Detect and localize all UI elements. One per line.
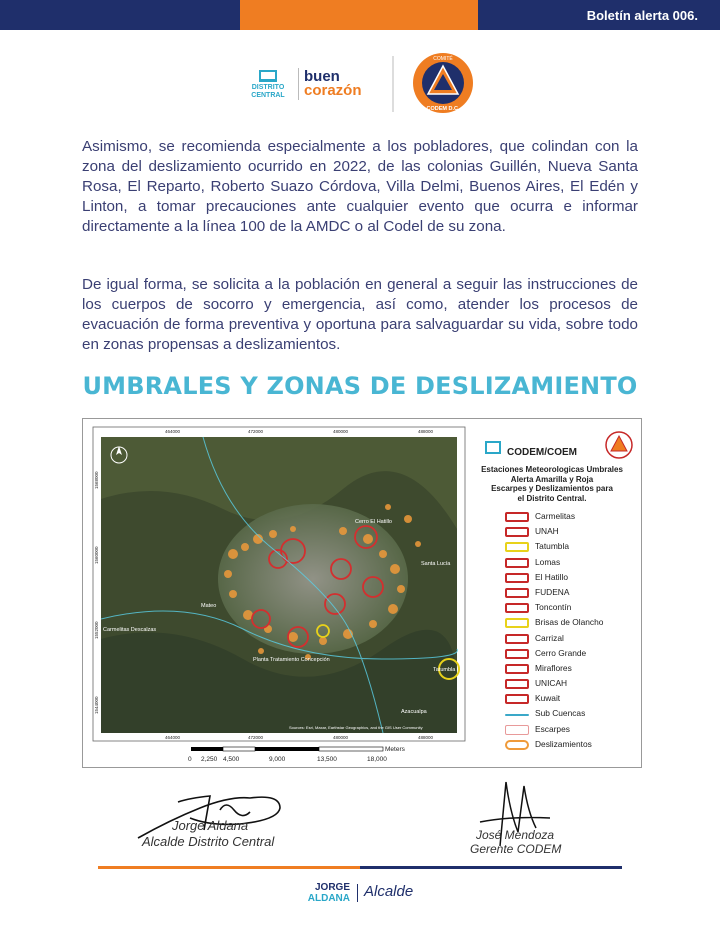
label-santa-lucia: Santa Lucía (421, 561, 451, 567)
footer-title: Alcalde (364, 883, 414, 900)
left-tick: 1544000 (94, 696, 99, 714)
legend-item (465, 615, 639, 630)
left-tick: 1552000 (94, 621, 99, 639)
label-planta-concepcion: Planta Tratamiento Concepción (253, 657, 330, 663)
legend-label: Tatumbla (535, 541, 569, 552)
legend-subtitle-line: Estaciones Meteorologicas Umbrales (481, 465, 623, 474)
bottom-tick: 464000 (165, 735, 181, 740)
legend-label: Carmelitas (535, 511, 576, 521)
legend-label: El Hatillo (535, 571, 569, 582)
legend-swatch-icon (505, 679, 529, 689)
legend-swatch-icon (505, 740, 529, 750)
paragraph-instructions: De igual forma, se solicita a la población en general a seguir las instrucciones de los cuerpos de socorro y emergencia, así como, atender los procesos de evacuación de forma preventiva y oportuna para salvaguardar su vida, sobre todo en zonas propensas a deslizamientos. (82, 276, 638, 353)
label-carmelitas: Carmelitas Descalzas (103, 627, 157, 633)
buen-text: buen (304, 68, 340, 85)
legend-label: FUDENA (535, 586, 570, 597)
scale-value: 2,250 (201, 756, 218, 763)
legend-label: Brisas de Olancho (535, 617, 604, 628)
scale-value: 0 (188, 756, 192, 763)
legend-swatch-icon (505, 649, 529, 659)
legend-swatch-icon (505, 527, 529, 537)
buen-corazon-logo (304, 70, 362, 98)
legend-item (465, 691, 639, 706)
distrito-central-text: DISTRITO CENTRAL (251, 84, 285, 99)
footer-divider-orange (98, 866, 360, 869)
legend-item (465, 646, 639, 661)
legend-title: CODEM/COEM (507, 447, 577, 458)
codem-seal-top-text: COMITÉ (433, 56, 453, 62)
map-legend (465, 427, 639, 761)
legend-item (465, 509, 639, 524)
legend-item (465, 631, 639, 646)
legend-swatch-icon (505, 725, 529, 735)
building-icon (259, 70, 277, 82)
footer-mayor-logo (298, 882, 350, 904)
map-credits: Sources: Esri, Maxar, Earthstar Geographics, and the GIS User Community (289, 725, 423, 730)
legend-label: Sub Cuencas (535, 708, 586, 719)
paragraph-recommendation: Asimismo, se recomienda especialmente a los pobladores, que colindan con la zona del deslizamiento ocurrido en 2022, de las colonias Guillén, Nueva Santa Rosa, El Reparto, Roberto Suazo Córdova, Villa Delmi, Buenos Aires, El Edén y Linton, a tomar precauciones ante cualquier evento que ocurra e informar directamente a la línea 100 de la AMDC o al Codel de su zona. (82, 138, 638, 235)
legend-item (465, 585, 639, 600)
legend-label: Cerro Grande (535, 647, 587, 658)
label-tatumbla: Tatumbla (433, 667, 456, 673)
banner-navy-segment (0, 0, 240, 30)
legend-label: UNICAH (535, 678, 568, 689)
logo-divider-2 (392, 56, 394, 112)
top-tick: 488000 (418, 429, 434, 434)
legend-swatch-icon (505, 512, 529, 522)
legend-label: Deslizamientos (535, 738, 592, 749)
legend-swatch-icon (505, 542, 529, 552)
label-azacualpa: Azacualpa (401, 709, 427, 715)
scale-value: 18,000 (367, 756, 387, 763)
legend-swatch-icon (505, 618, 529, 628)
legend-subtitle-line: Alerta Amarilla y Roja (510, 474, 594, 484)
footer-separator (357, 884, 358, 902)
legend-subtitle-line: el Distrito Central. (517, 493, 587, 503)
top-banner (0, 0, 720, 30)
distrito-central-logo (242, 70, 294, 100)
legend-items (465, 509, 639, 752)
logo-row (0, 52, 720, 116)
footer-divider-navy (360, 866, 622, 869)
codem-mini-seal-icon (605, 431, 633, 459)
legend-item (465, 524, 639, 539)
scale-value: 13,500 (317, 756, 337, 763)
legend-swatch-icon (505, 588, 529, 598)
signatory-role-right: Gerente CODEM (470, 842, 562, 856)
scale-value: 4,500 (223, 756, 240, 763)
scale-units: Meters (385, 746, 405, 753)
scale-value: 9,000 (269, 756, 286, 763)
top-tick: 464000 (165, 429, 181, 434)
legend-swatch-icon (505, 694, 529, 704)
legend-swatch-icon (505, 603, 529, 613)
legend-label: Lomas (535, 556, 561, 567)
legend-swatch-icon (505, 664, 529, 674)
legend-swatch-icon (505, 558, 529, 568)
legend-item (465, 570, 639, 585)
legend-swatch-icon (505, 634, 529, 644)
bottom-tick: 488000 (418, 735, 434, 740)
codem-seal-icon (412, 52, 474, 114)
codem-seal-bottom-text: CODEM D.C. (426, 106, 460, 112)
legend-label: Kuwait (535, 693, 561, 704)
bottom-tick: 472000 (248, 735, 264, 740)
section-heading: UMBRALES Y ZONAS DE DESLIZAMIENTO (82, 372, 638, 400)
distrito-central-mini-logo-icon (483, 439, 503, 457)
legend-label: Toncontín (535, 602, 572, 613)
banner-orange-segment (240, 0, 478, 30)
legend-item (465, 722, 639, 737)
legend-label: UNAH (535, 526, 559, 537)
signatory-name-left: Jorge Aldana (172, 818, 249, 833)
bottom-tick: 480000 (333, 735, 349, 740)
footer-divider (98, 866, 622, 869)
legend-item (465, 706, 639, 721)
landslide-map (82, 418, 642, 768)
legend-item (465, 661, 639, 676)
signatory-role-left: Alcalde Distrito Central (142, 834, 275, 849)
legend-swatch-icon (505, 573, 529, 583)
signatory-name-right: José Mendoza (476, 828, 555, 842)
legend-item (465, 737, 639, 752)
legend-subtitle-line: Escarpes y Deslizamientos para (491, 484, 613, 493)
bulletin-label: Boletín alerta 006. (586, 8, 698, 23)
top-tick: 480000 (333, 429, 349, 434)
legend-item (465, 676, 639, 691)
corazon-text: corazón (304, 82, 362, 99)
left-tick: 1560000 (94, 546, 99, 564)
legend-subtitle (465, 465, 639, 503)
left-tick: 1568000 (94, 471, 99, 489)
legend-label: Miraflores (535, 662, 572, 673)
scale-bar (188, 746, 406, 763)
logo-divider (298, 68, 299, 100)
legend-item (465, 539, 639, 554)
legend-label: Carrizal (535, 632, 564, 643)
legend-item (465, 555, 639, 570)
label-mateo: Mateo (201, 603, 217, 609)
legend-item (465, 600, 639, 615)
top-tick: 472000 (248, 429, 264, 434)
label-cerro-el-hatillo: Cerro El Hatillo (355, 519, 392, 525)
legend-swatch-icon (505, 714, 529, 716)
legend-label: Escarpes (535, 723, 570, 734)
footer-last-name: ALDANA (307, 893, 350, 904)
footer-first-name: JORGE (314, 882, 350, 893)
